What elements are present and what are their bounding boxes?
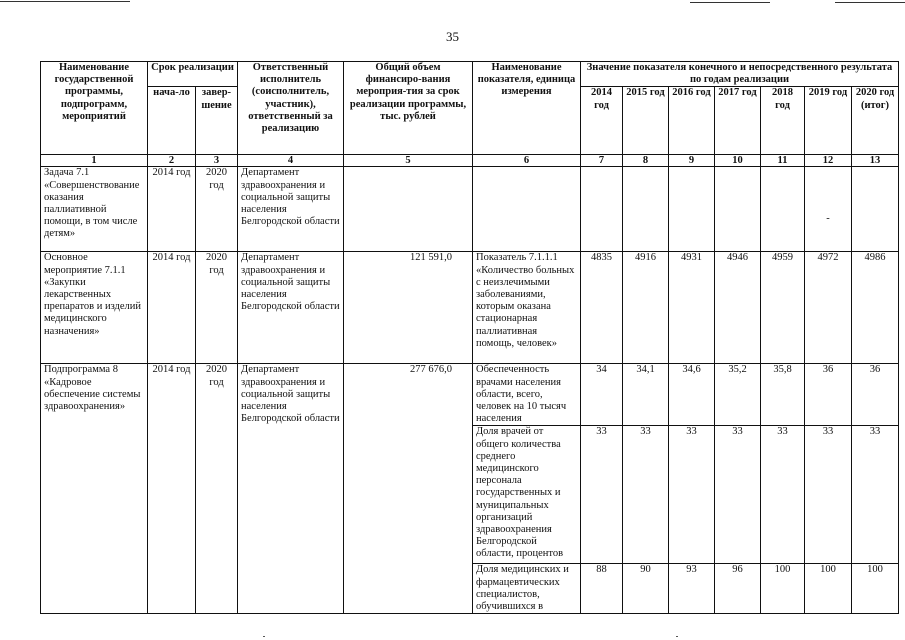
row-value: 33 [715, 426, 761, 564]
column-number-row [41, 155, 899, 167]
row-value: 93 [669, 564, 715, 614]
header-year: 2020 год (итог) [852, 87, 899, 155]
column-number: 12 [805, 155, 852, 167]
row-value [761, 167, 805, 252]
scan-speck [676, 636, 678, 637]
row-funding [344, 167, 473, 252]
row-indicator: Показатель 7.1.1.1 «Количество больных с неизлечимыми заболеваниями, которым оказана стационарная паллиативная помощь, человек» [473, 252, 581, 364]
row-value: 34,1 [623, 364, 669, 426]
scan-artifact-line [690, 2, 770, 3]
column-number: 13 [852, 155, 899, 167]
row-name: Основное мероприятие 7.1.1 «Закупки лекарственных препаратов и изделий медицинского назначения» [41, 252, 148, 364]
column-number: 2 [148, 155, 196, 167]
table-row [41, 252, 899, 364]
header-responsible: Ответственный исполнитель (соисполнитель, участник), ответственный за реализацию [238, 62, 344, 155]
row-value: 100 [761, 564, 805, 614]
column-number: 4 [238, 155, 344, 167]
row-start: 2014 год [148, 364, 196, 614]
header-funding: Общий объем финансиро-вания мероприя-тия за срок реализации программы, тыс. рублей [344, 62, 473, 155]
scan-artifact-line [0, 1, 130, 2]
column-number: 8 [623, 155, 669, 167]
row-value: 33 [805, 426, 852, 564]
row-end: 2020 год [196, 252, 238, 364]
row-responsible: Департамент здравоохранения и социальной защиты населения Белгородской области [238, 252, 344, 364]
row-responsible: Департамент здравоохранения и социальной защиты населения Белгородской области [238, 167, 344, 252]
row-value: 4916 [623, 252, 669, 364]
header-year: 2019 год [805, 87, 852, 155]
row-value: 100 [852, 564, 899, 614]
row-value: 33 [623, 426, 669, 564]
row-end: 2020 год [196, 167, 238, 252]
column-number: 6 [473, 155, 581, 167]
table-row [41, 364, 899, 426]
row-start: 2014 год [148, 252, 196, 364]
row-start: 2014 год [148, 167, 196, 252]
table-row [41, 167, 899, 252]
row-indicator: Доля медицинских и фармацевтических специалистов, обучившихся в [473, 564, 581, 614]
column-number: 9 [669, 155, 715, 167]
row-value: 4986 [852, 252, 899, 364]
row-value: 34,6 [669, 364, 715, 426]
column-number: 3 [196, 155, 238, 167]
column-number: 1 [41, 155, 148, 167]
row-indicator: Доля врачей от общего количества среднего медицинского персонала государственных и муниципальных организаций здравоохранения Белгородской области, процентов [473, 426, 581, 564]
row-value: 4931 [669, 252, 715, 364]
row-value: 34 [581, 364, 623, 426]
row-value [715, 167, 761, 252]
page-number: 35 [446, 29, 459, 44]
row-value [805, 167, 852, 252]
row-indicator [473, 167, 581, 252]
row-value-dash: - [826, 213, 830, 225]
header-year: 2014 год [581, 87, 623, 155]
row-end: 2020 год [196, 364, 238, 614]
header-period: Срок реализации [148, 62, 238, 87]
row-value: 36 [805, 364, 852, 426]
row-value: 33 [852, 426, 899, 564]
scan-speck [263, 636, 265, 637]
row-value: 96 [715, 564, 761, 614]
header-year: 2016 год [669, 87, 715, 155]
scan-artifact-line [835, 2, 905, 3]
row-funding: 277 676,0 [344, 364, 473, 614]
row-value: 88 [581, 564, 623, 614]
column-number: 11 [761, 155, 805, 167]
row-value [852, 167, 899, 252]
header-row [41, 62, 899, 87]
row-value [669, 167, 715, 252]
row-value: 36 [852, 364, 899, 426]
row-value: 33 [581, 426, 623, 564]
header-end: завер-шение [196, 87, 238, 155]
header-indicator: Наименование показателя, единица измерения [473, 62, 581, 155]
header-year: 2017 год [715, 87, 761, 155]
row-value: 90 [623, 564, 669, 614]
row-value: 100 [805, 564, 852, 614]
row-value [581, 167, 623, 252]
column-number: 5 [344, 155, 473, 167]
program-indicators-table [40, 61, 899, 614]
row-value: 33 [761, 426, 805, 564]
row-name: Подпрограмма 8 «Кадровое обеспечение системы здравоохранения» [41, 364, 148, 614]
column-number: 7 [581, 155, 623, 167]
row-responsible: Департамент здравоохранения и социальной защиты населения Белгородской области [238, 364, 344, 614]
row-value: 4959 [761, 252, 805, 364]
row-value: 33 [669, 426, 715, 564]
row-value: 4972 [805, 252, 852, 364]
header-start: нача-ло [148, 87, 196, 155]
row-value: 35,2 [715, 364, 761, 426]
row-value: 35,8 [761, 364, 805, 426]
row-value: 4835 [581, 252, 623, 364]
row-indicator: Обеспеченность врачами населения области, всего, человек на 10 тысяч населения [473, 364, 581, 426]
row-value: 4946 [715, 252, 761, 364]
header-year: 2018 год [761, 87, 805, 155]
header-program-name: Наименование государственной программы, подпрограмм, мероприятий [41, 62, 148, 155]
header-year: 2015 год [623, 87, 669, 155]
row-name: Задача 7.1 «Совершенствование оказания паллиативной помощи, в том числе детям» [41, 167, 148, 252]
header-values-by-year: Значение показателя конечного и непосредственного результата по годам реализации [581, 62, 899, 87]
row-funding: 121 591,0 [344, 252, 473, 364]
column-number: 10 [715, 155, 761, 167]
row-value [623, 167, 669, 252]
